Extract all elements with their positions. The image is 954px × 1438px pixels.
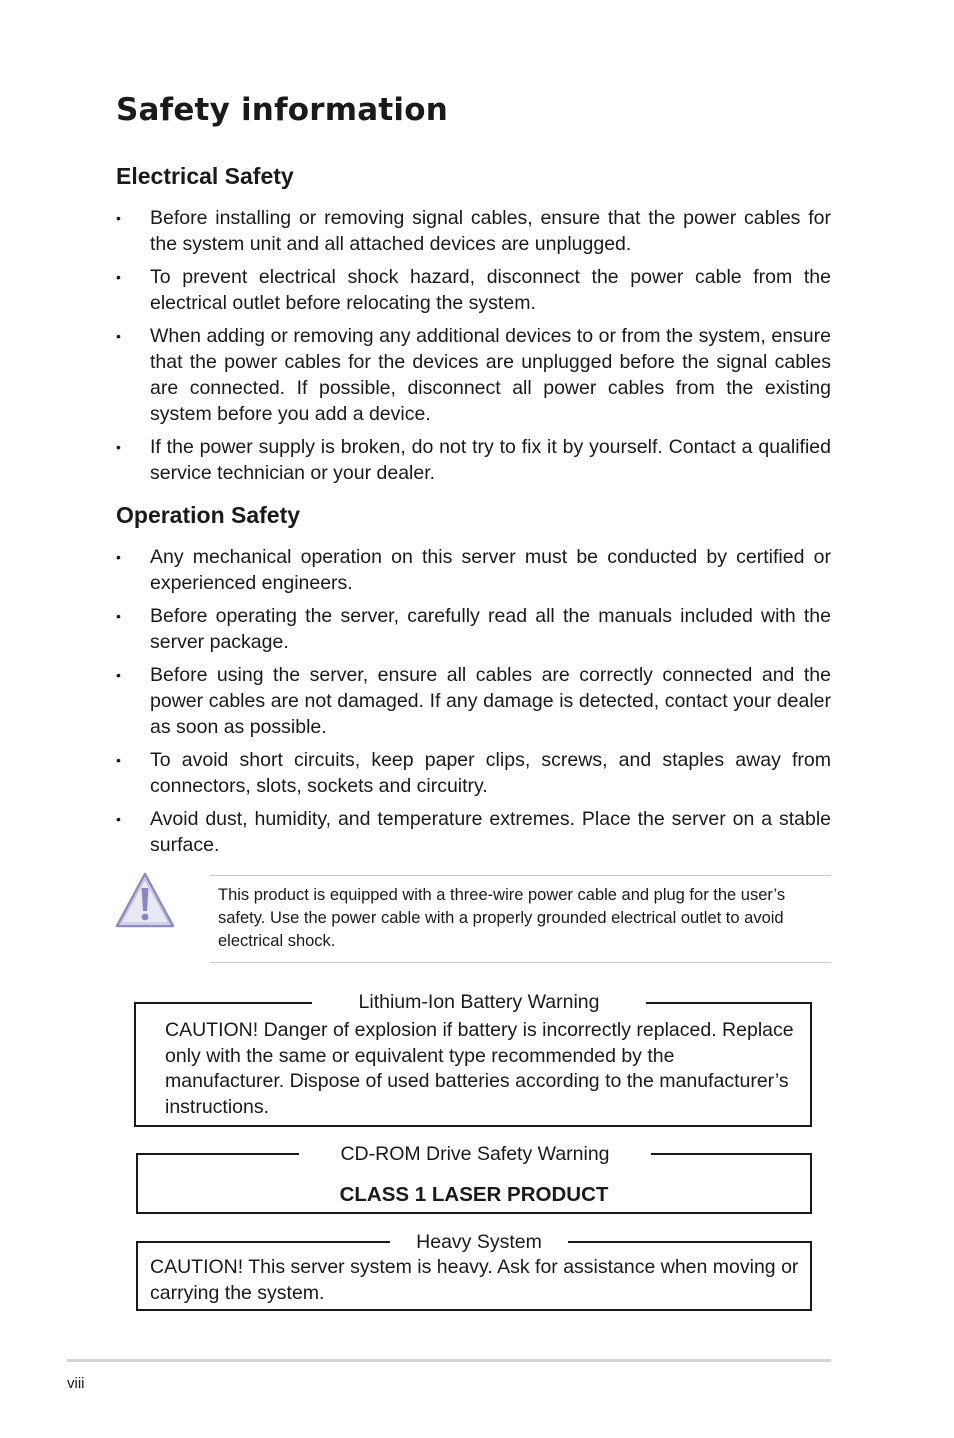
bullet-icon: • — [116, 608, 121, 624]
page-number: viii — [67, 1375, 85, 1392]
list-item: • If the power supply is broken, do not try to fix it by yourself. Contact a qualified service technician or your dealer. — [116, 436, 831, 484]
bullet-icon: • — [116, 269, 121, 285]
heavy-system-text: CAUTION! This server system is heavy. Ask for assistance when moving or carrying the system. — [150, 1256, 799, 1304]
note-box — [210, 875, 831, 963]
list-item: • Avoid dust, humidity, and temperature extremes. Place the server on a stable surface. — [116, 808, 831, 856]
operation-safety-heading: Operation Safety — [116, 502, 301, 528]
operation-safety-list — [116, 544, 831, 865]
bullet-icon: • — [116, 210, 121, 226]
bullet-icon: • — [116, 667, 121, 683]
list-item: • Any mechanical operation on this server must be conducted by certified or experienced engineers. — [116, 546, 831, 594]
list-item: • When adding or removing any additional devices to or from the system, ensure that the power cables for the devices are unplugged before the signal cables are connected. If possible, disconnect all power cables from the existing system before you add a device. — [116, 325, 831, 425]
warning-triangle-icon — [114, 870, 176, 930]
footer-divider — [67, 1359, 831, 1362]
list-item: • Before installing or removing signal cables, ensure that the power cables for the system unit and all attached devices are unplugged. — [116, 207, 831, 255]
list-item: • To prevent electrical shock hazard, disconnect the power cable from the electrical outlet before relocating the system. — [116, 266, 831, 314]
bullet-icon: • — [116, 439, 121, 455]
cdrom-warning-box — [136, 1143, 812, 1214]
bullet-icon: • — [116, 752, 121, 768]
battery-warning-text: CAUTION! Danger of explosion if battery is incorrectly replaced. Replace only with the same or equivalent type recommended by the manufacturer. Dispose of used batteries according to the manufacturer’s instructions. — [165, 1019, 794, 1118]
electrical-safety-list — [116, 205, 831, 493]
page-title: Safety information — [116, 92, 448, 128]
cdrom-warning-title: CD-ROM Drive Safety Warning — [299, 1142, 651, 1166]
heavy-system-title: Heavy System — [390, 1230, 568, 1254]
list-item: • Before using the server, ensure all cables are correctly connected and the power cables are not damaged. If any damage is detected, contact your dealer as soon as possible. — [116, 664, 831, 738]
battery-warning-box — [134, 991, 812, 1127]
bullet-icon: • — [116, 549, 121, 565]
note-text: This product is equipped with a three-wire power cable and plug for the user’s safety. Use the power cable with a properly grounded electrical outlet to avoid electrical shock. — [218, 886, 786, 950]
heavy-system-box — [136, 1231, 812, 1311]
list-item: • To avoid short circuits, keep paper clips, screws, and staples away from connectors, slots, sockets and circuitry. — [116, 749, 831, 797]
battery-warning-title: Lithium-Ion Battery Warning — [312, 990, 646, 1014]
bullet-icon: • — [116, 328, 121, 344]
list-item: • Before operating the server, carefully read all the manuals included with the server package. — [116, 605, 831, 653]
laser-class-label: CLASS 1 LASER PRODUCT — [339, 1183, 609, 1206]
electrical-safety-heading: Electrical Safety — [116, 163, 294, 189]
bullet-icon: • — [116, 811, 121, 827]
